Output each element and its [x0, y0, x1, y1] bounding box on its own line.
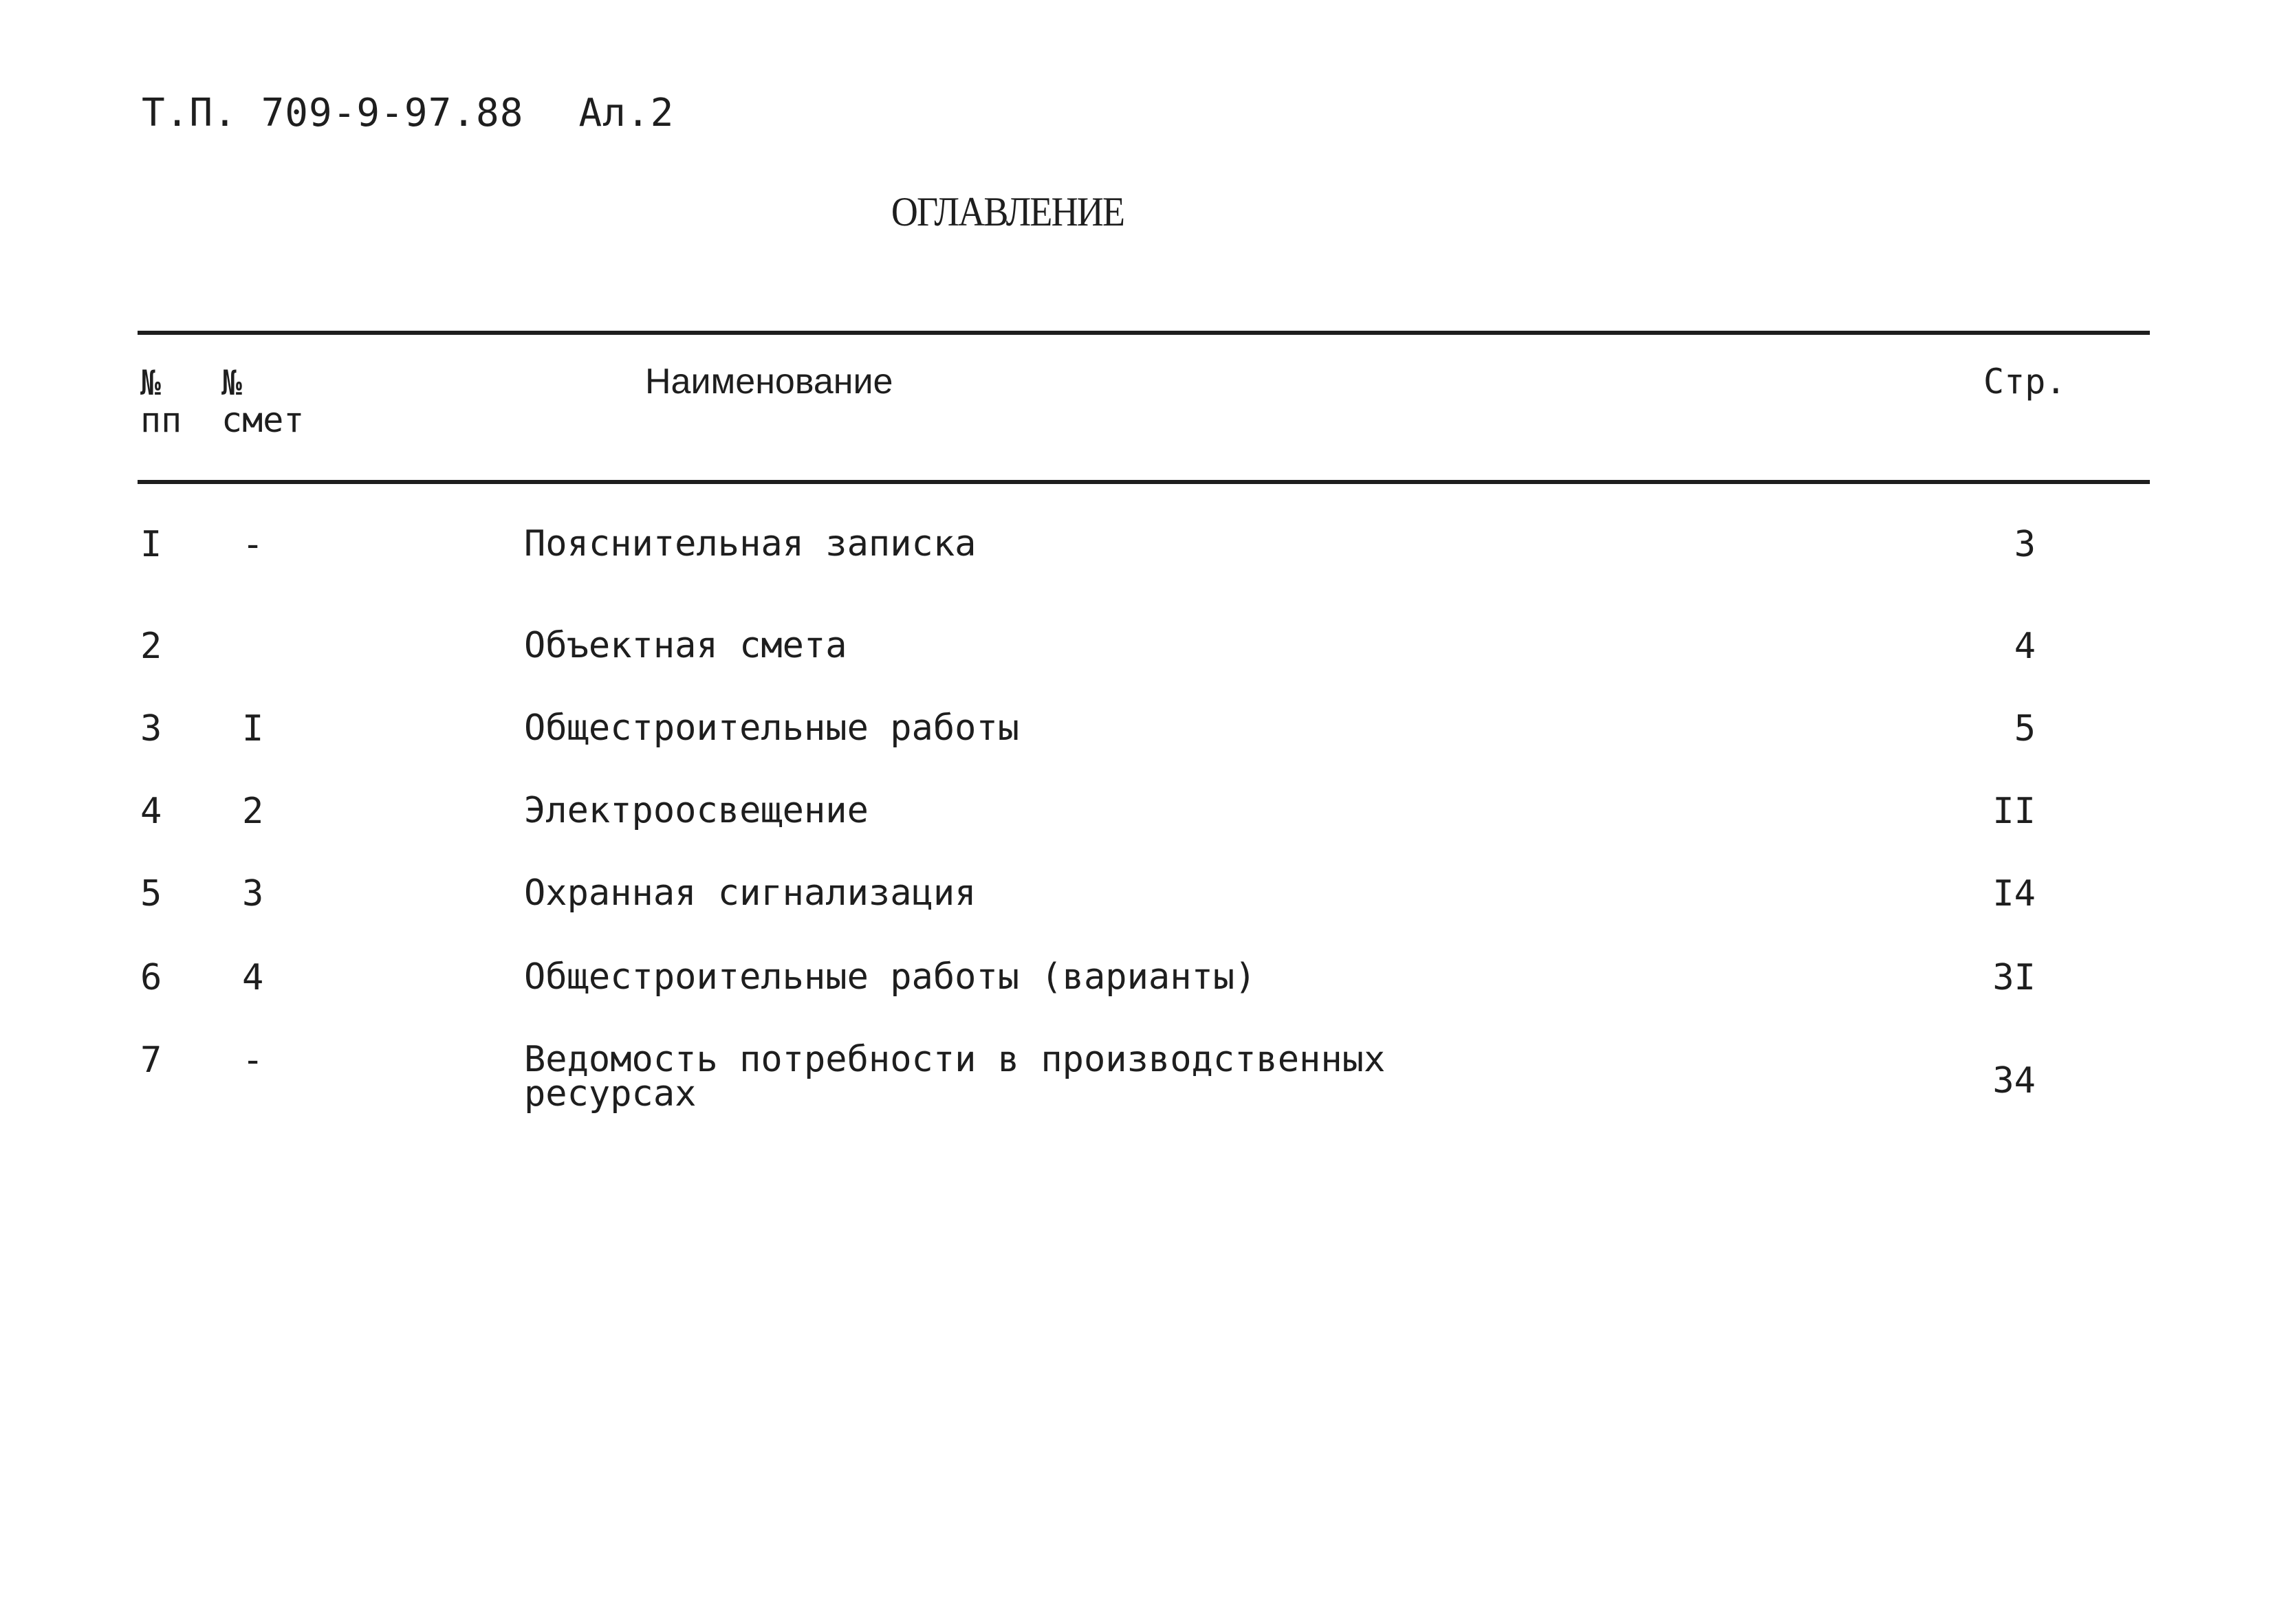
- row-estimate: 3: [242, 873, 264, 914]
- row-name: Общестроительные работы: [524, 707, 1020, 749]
- row-estimate: I: [242, 708, 264, 749]
- row-page: 34: [1992, 1060, 2036, 1101]
- row-estimate: 2: [242, 791, 264, 832]
- row-estimate: -: [242, 1040, 264, 1081]
- row-page: 3: [2014, 524, 2036, 565]
- row-name: Охранная сигнализация: [524, 873, 977, 914]
- row-number: 2: [140, 626, 162, 667]
- column-header-number: № пп: [140, 363, 182, 440]
- row-name: Пояснительная записка: [524, 523, 977, 564]
- row-number: I: [140, 524, 162, 565]
- row-page: 4: [2014, 626, 2036, 667]
- row-number: 3: [140, 708, 162, 749]
- doc-code-number: Т.П. 709-9-97.88: [142, 91, 524, 135]
- row-name: Общестроительные работы (варианты): [524, 956, 1256, 998]
- row-name: Объектная смета: [524, 625, 847, 666]
- row-page: 3I: [1992, 957, 2036, 998]
- table-header-rule: [138, 480, 2150, 484]
- row-name: Ведомость потребности в производственных ресурсах: [524, 1039, 1386, 1115]
- sheet-number: Ал.2: [578, 91, 675, 135]
- row-number: 5: [140, 873, 162, 914]
- row-name: Электроосвещение: [524, 790, 869, 831]
- column-header-estimate: № смет: [221, 363, 305, 440]
- row-page: II: [1992, 791, 2036, 832]
- row-number: 6: [140, 957, 162, 998]
- row-estimate: -: [242, 524, 264, 565]
- row-number: 4: [140, 791, 162, 832]
- column-header-page: Стр.: [1983, 362, 2067, 402]
- row-estimate: 4: [242, 957, 264, 998]
- page-title: ОГЛАВЛЕНИЕ: [891, 189, 1124, 234]
- table-top-rule: [138, 331, 2150, 335]
- row-page: I4: [1992, 873, 2036, 914]
- row-number: 7: [140, 1040, 162, 1081]
- document-code: [142, 91, 674, 135]
- row-page: 5: [2014, 708, 2036, 749]
- column-header-name: Наименование: [645, 362, 893, 402]
